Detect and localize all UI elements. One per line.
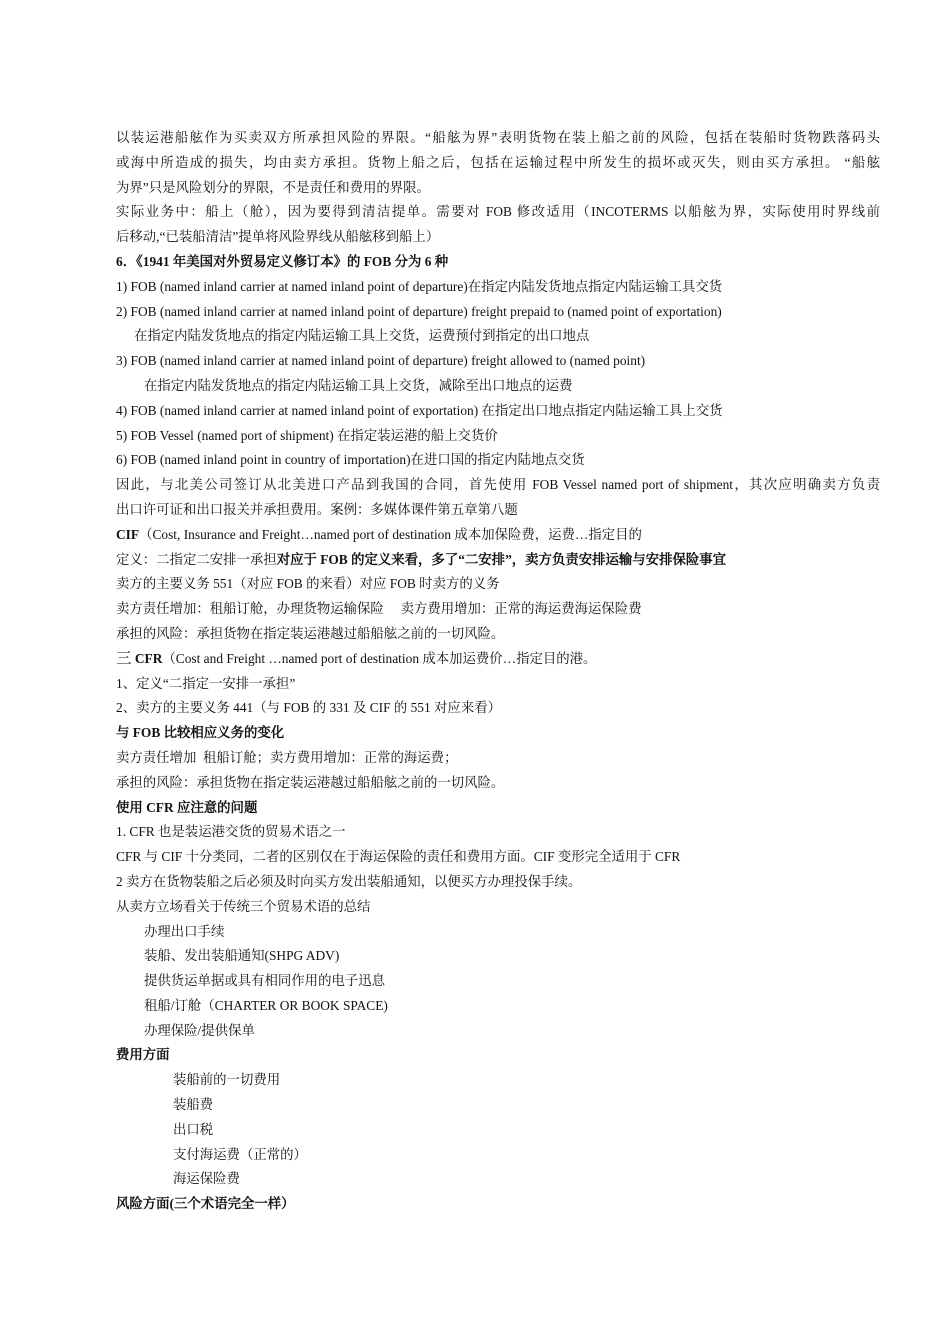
cfr-heading-line	[116, 647, 880, 672]
cost-item: 装船费	[173, 1097, 214, 1113]
summary-item: 办理出口手续	[144, 923, 225, 939]
section-heading: 与 FOB 比较相应义务的变化	[116, 725, 285, 741]
cif-term: CIF	[116, 526, 140, 542]
summary-item: 租船/订舱（CHARTER OR BOOK SPACE)	[144, 997, 388, 1013]
cif-heading-line	[116, 523, 880, 548]
summary-item: 装船、发出装船通知(SHPG ADV)	[144, 948, 340, 964]
paragraph-line: CFR 与 CIF 十分类同，二者的区别仅在于海运保险的责任和费用方面。CIF 变形完全适用于 CFR	[116, 849, 681, 865]
cost-item: 出口税	[173, 1121, 214, 1137]
definition-line	[116, 548, 880, 573]
list-item: 1、定义“二指定一安排一承担”	[116, 675, 296, 691]
list-item: 1. CFR 也是装运港交货的贸易术语之一	[116, 824, 346, 840]
paragraph-line: 承担的风险：承担货物在指定装运港越过船船舷之前的一切风险。	[116, 625, 505, 641]
list-item: 3) FOB (named inland carrier at named inland point of departure) freight allowed to (named point)	[116, 353, 646, 369]
section-heading: 风险方面(三个术语完全一样）	[116, 1196, 295, 1212]
cost-item: 海运保险费	[173, 1171, 240, 1187]
paragraph-line: 从卖方立场看关于传统三个贸易术语的总结	[116, 898, 371, 914]
cfr-definition: （Cost and Freight …named port of destination 成本加运费价…指定目的港。	[162, 650, 597, 666]
paragraph-line: 因此，与北美公司签订从北美进口产品到我国的合同，首先使用 FOB Vessel named port of shipment，其次应明确卖方负责	[116, 477, 880, 493]
section-heading: 6．《1941 年美国对外贸易定义修订本》的 FOB 分为 6 种	[116, 253, 449, 269]
paragraph-line: 或海中所造成的损失，均由卖方承担。货物上船之后，包括在运输过程中所发生的损坏或灭失，则由买方承担。 “船舷	[116, 154, 880, 170]
cif-definition: （Cost, Insurance and Freight…named port of destination 成本加保险费，运费…指定目的	[139, 526, 642, 542]
list-item: 6) FOB (named inland point in country of importation)在进口国的指定内陆地点交货	[116, 452, 585, 468]
cfr-term: CFR	[131, 650, 163, 666]
section-heading: 费用方面	[116, 1047, 170, 1063]
paragraph-line: 卖方责任增加：租船订舱，办理货物运输保险 卖方费用增加：正常的海运费海运保险费	[116, 601, 642, 617]
list-item: 2、卖方的主要义务 441（与 FOB 的 331 及 CIF 的 551 对应来看）	[116, 700, 501, 716]
list-item-translation: 在指定内陆发货地点的指定内陆运输工具上交货，运费预付到指定的出口地点	[134, 328, 590, 344]
summary-item: 办理保险/提供保单	[144, 1022, 255, 1038]
paragraph-line: 卖方责任增加 租船订舱；卖方费用增加：正常的海运费；	[116, 749, 458, 765]
list-item: 2) FOB (named inland carrier at named inland point of departure) freight prepaid to (named point of exportation)	[116, 303, 722, 319]
paragraph-line: 卖方的主要义务 551（对应 FOB 的来看）对应 FOB 时卖方的义务	[116, 576, 500, 592]
paragraph-line: 以装运港船舷作为买卖双方所承担风险的界限。“船舷为界”表明货物在装上船之前的风险，包括在装船时货物跌落码头	[116, 130, 880, 145]
document-body	[116, 126, 880, 1217]
section-number: 三	[116, 649, 132, 667]
section-heading: 使用 CFR 应注意的问题	[116, 799, 258, 815]
paragraph-line: 为界”只是风险划分的界限，不是责任和费用的界限。	[116, 179, 430, 195]
paragraph-line: 承担的风险：承担货物在指定装运港越过船船舷之前的一切风险。	[116, 774, 505, 790]
summary-item: 提供货运单据或具有相同作用的电子迅息	[144, 973, 386, 989]
definition-label: 定义：二指定二安排一承担	[116, 551, 277, 567]
list-item-translation: 在指定内陆发货地点的指定内陆运输工具上交货，减除至出口地点的运费	[144, 377, 573, 393]
paragraph-line: 后移动,“已装船清洁”提单将风险界线从船舷移到船上）	[116, 229, 440, 245]
list-item: 1) FOB (named inland carrier at named inland point of departure)在指定内陆发货地点指定内陆运输工具交货	[116, 278, 723, 294]
list-item: 5) FOB Vessel (named port of shipment) 在指定装运港的船上交货价	[116, 427, 498, 443]
paragraph-line: 出口许可证和出口报关并承担费用。案例：多媒体课件第五章第八题	[116, 501, 518, 517]
cost-item: 装船前的一切费用	[173, 1072, 281, 1088]
list-item: 4) FOB (named inland carrier at named inland point of exportation) 在指定出口地点指定内陆运输工具上交货	[116, 402, 723, 418]
list-item: 2 卖方在货物装船之后必须及时向买方发出装船通知，以便买方办理投保手续。	[116, 873, 582, 889]
definition-emphasis: 对应于 FOB 的定义来看，多了“二安排”，卖方负责安排运输与安排保险事宜	[276, 551, 727, 567]
cost-item: 支付海运费（正常的）	[173, 1146, 307, 1162]
paragraph-line: 实际业务中：船上（舱），因为要得到清洁提单。需要对 FOB 修改适用（INCOTERMS 以船舷为界，实际使用时界线前	[116, 204, 880, 220]
